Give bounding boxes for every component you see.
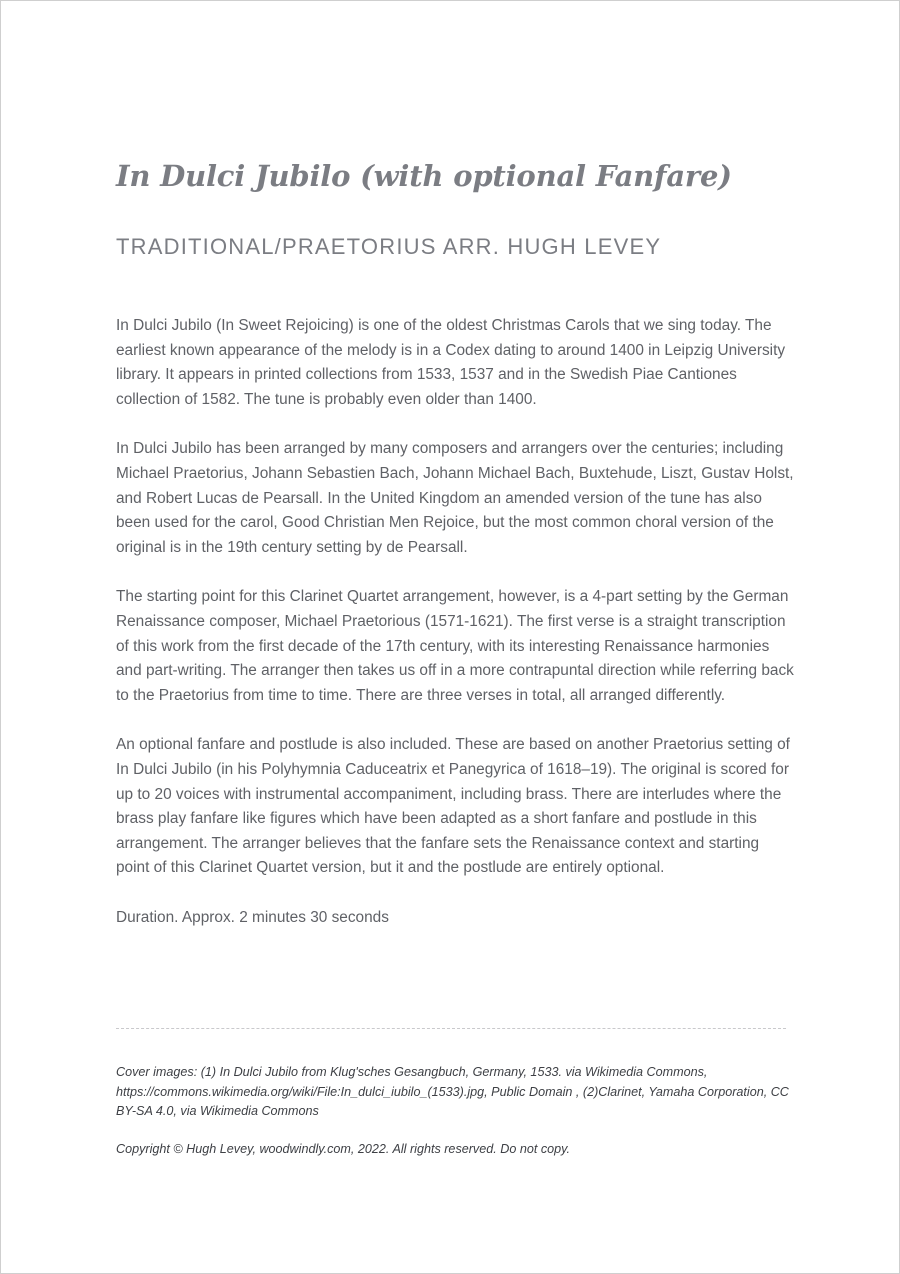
paragraph-duration: Duration. Approx. 2 minutes 30 seconds <box>116 908 389 926</box>
paragraph-fanfare: An optional fanfare and postlude is also included. These are based on another Praetorius setting of In Dulci Jubilo (in his Polyhymnia Caduceatrix et Panegyrica of 1618–19). The original is scored for up to 20 voices with instrumental accompaniment, including brass. There are interludes where the brass play fanfare like figures which have been adapted as a short fanfare and postlude in this arrangement. The arranger believes that the fanfare sets the Renaissance context and starting point of this Clarinet Quartet version, but it and the postlude are entirely optional. <box>116 736 790 877</box>
cover-image-credits: Cover images: (1) In Dulci Jubilo from Klug'sches Gesangbuch, Germany, 1533. via Wikimedia Commons, https://commons.wikimedia.org/wiki/File:In_dulci_iubilo_(1533).jpg, Public Domain , (2)Clarinet, Yamaha Corporation, CC BY-SA 4.0, via Wikimedia Commons <box>116 1065 789 1118</box>
document-subtitle: TRADITIONAL/PRAETORIUS ARR. HUGH LEVEY <box>116 234 662 259</box>
paragraph-arrangements: In Dulci Jubilo has been arranged by many composers and arrangers over the centuries; including Michael Praetorius, Johann Sebastien Bach, Johann Michael Bach, Buxtehude, Liszt, Gustav Holst, and Robert Lucas de Pearsall. In the United Kingdom an amended version of the tune has also been used for the carol, Good Christian Men Rejoice, but the most common choral version of the original is in the 19th century setting by de Pearsall. <box>116 440 794 556</box>
section-divider <box>116 1028 786 1029</box>
paragraph-history: In Dulci Jubilo (In Sweet Rejoicing) is one of the oldest Christmas Carols that we sing today. The earliest known appearance of the melody is in a Codex dating to around 1400 in Leipzig University library. It appears in printed collections from 1533, 1537 and in the Swedish Piae Cantiones collection of 1582. The tune is probably even older than 1400. <box>116 317 786 408</box>
document-title: In Dulci Jubilo (with optional Fanfare) <box>116 159 732 193</box>
paragraph-starting-point: The starting point for this Clarinet Quartet arrangement, however, is a 4-part setting by the German Renaissance composer, Michael Praetorious (1571-1621). The first verse is a straight transcription of this work from the first decade of the 17th century, with its interesting Renaissance harmonies and part-writing. The arranger then takes us off in a more contrapuntal direction while referring back to the Praetorius from time to time. There are three verses in total, all arranged differently. <box>116 588 794 704</box>
copyright-notice: Copyright © Hugh Levey, woodwindly.com, 2022. All rights reserved. Do not copy. <box>116 1142 571 1156</box>
program-notes <box>116 314 796 955</box>
